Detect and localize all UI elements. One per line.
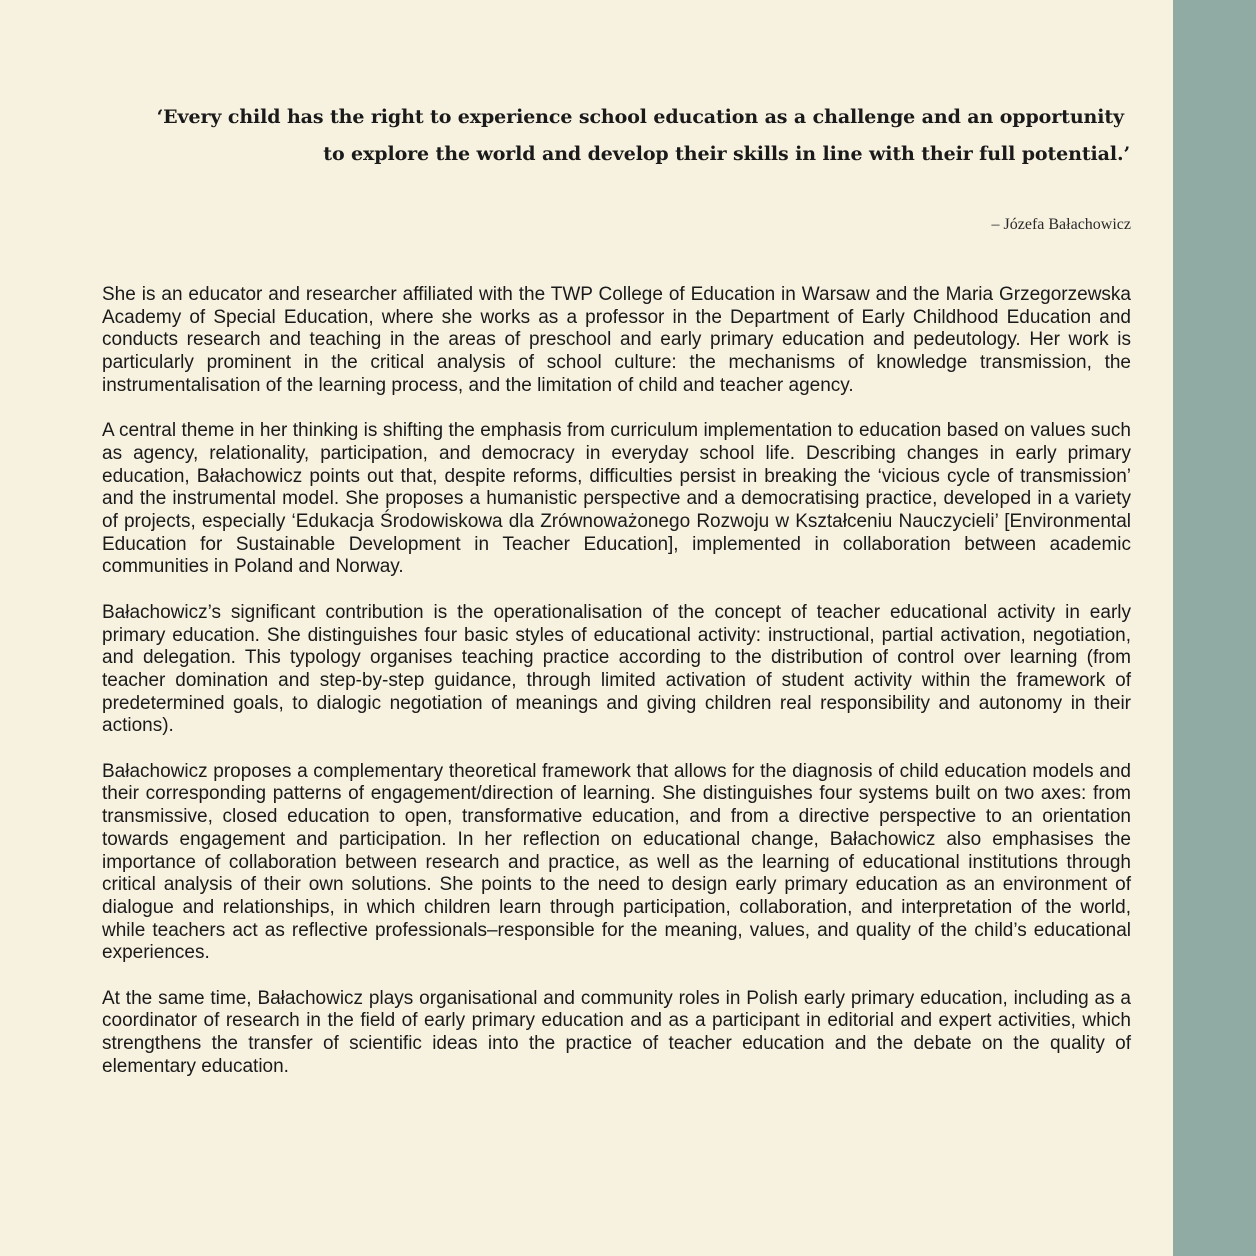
pull-quote [120, 99, 1130, 173]
quote-line-1: ‘Every child has the right to experience school education as a challenge and an opportunity [156, 106, 1124, 128]
paragraph-1: She is an educator and researcher affiliated with the TWP College of Education in Warsaw and the Maria Grzegorzewska Academy of Special Education, where she works as a professor in the Department of Early Childhood Education and conducts research and teaching in the areas of preschool and early primary education and pedeutology. Her work is particularly prominent in the critical analysis of school culture: the mechanisms of knowledge transmission, the instrumentalisation of the learning process, and the limitation of child and teacher agency. [102, 284, 1131, 396]
body-text [102, 284, 1131, 1101]
paragraph-5: At the same time, Bałachowicz plays organisational and community roles in Polish early primary education, including as a coordinator of research in the field of early primary education and as a participant in editorial and expert activities, which strengthens the transfer of scientific ideas into the practice of teacher education and the debate on the quality of elementary education. [102, 987, 1131, 1077]
paragraph-4: Bałachowicz proposes a complementary theoretical framework that allows for the diagnosis of child education models and their corresponding patterns of engagement/direction of learning. She distinguishes four systems built on two axes: from transmissive, closed education to open, transformative education, and from a directive perspective to an orientation towards engagement and participation. In her reflection on educational change, Bałachowicz also emphasises the importance of collaboration between research and practice, as well as the learning of educational institutions through critical analysis of their own solutions. She points to the need to design early primary education as an environment of dialogue and relationships, in which children learn through participation, collaboration, and interpretation of the world, while teachers act as reflective professionals–responsible for the meaning, values, and quality of the child’s educational experiences. [102, 760, 1131, 964]
quote-attribution: – Józefa Bałachowicz [991, 216, 1131, 233]
paragraph-3: Bałachowicz’s significant contribution is the operationalisation of the concept of teacher educational activity in early primary education. She distinguishes four basic styles of educational activity: instructional, partial activation, negotiation, and delegation. This typology organises teaching practice according to the distribution of control over learning (from teacher domination and step-by-step guidance, through limited activation of student activity within the framework of predetermined goals, to dialogic negotiation of meanings and giving children real responsibility and autonomy in their actions). [102, 601, 1131, 737]
decorative-side-band [1173, 0, 1256, 1256]
paragraph-2: A central theme in her thinking is shifting the emphasis from curriculum implementation to education based on values such as agency, relationality, participation, and democracy in everyday school life. Describing changes in early primary education, Bałachowicz points out that, despite reforms, difficulties persist in breaking the ‘vicious cycle of transmission’ and the instrumental model. She proposes a humanistic perspective and a democratising practice, developed in a variety of projects, especially ‘Edukacja Środowiskowa dla Zrównoważonego Rozwoju w Kształceniu Nauczycieli’ [Environmental Education for Sustainable Development in Teacher Education], implemented in collaboration between academic communities in Poland and Norway. [102, 420, 1131, 578]
quote-line-2: to explore the world and develop their skills in line with their full potential.’ [323, 143, 1130, 165]
